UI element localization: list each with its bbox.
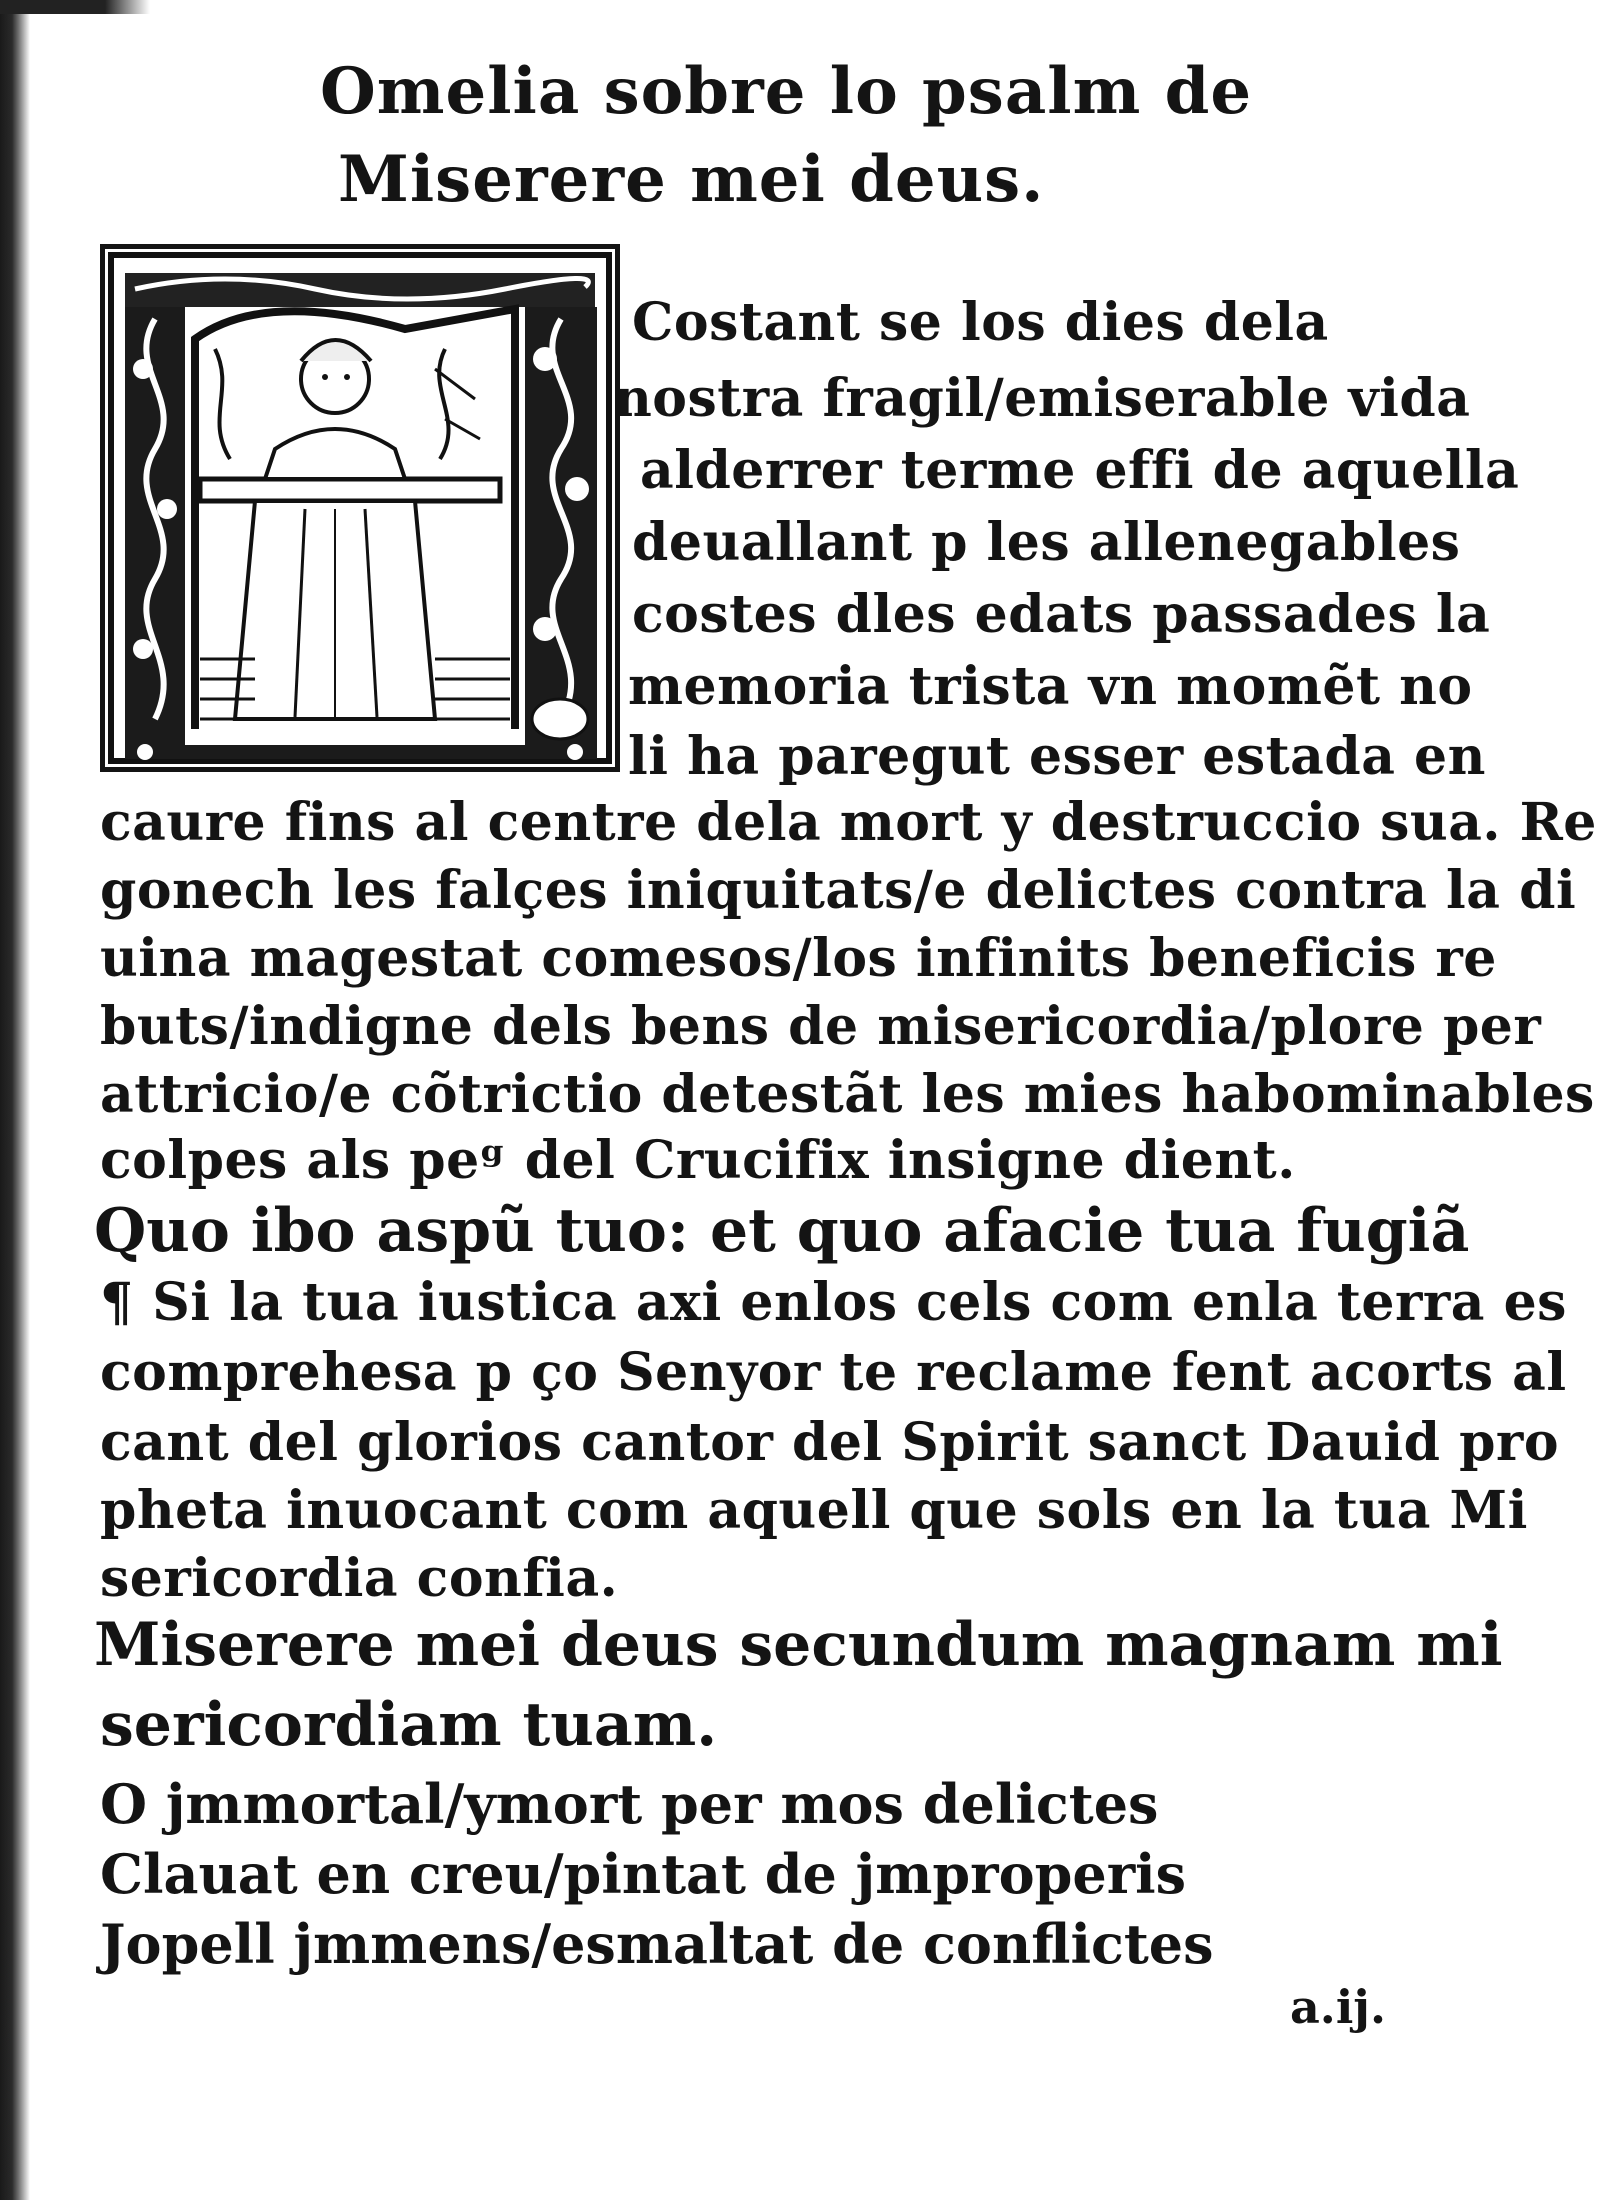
- paragraph1-line-7: li ha paregut esser estada en: [628, 726, 1486, 787]
- scan-corner-mark: [0, 0, 150, 14]
- paragraph1-line-12: attricio/e cõtrictio detestãt les mies habominables: [100, 1064, 1595, 1125]
- paragraph1-line-10: uina magestat comesos/los infinits beneficis re: [100, 928, 1497, 989]
- folio-signature: a.ij.: [1290, 1980, 1386, 2034]
- verse-line-1: O jmmortal/ymort per mos delictes: [100, 1772, 1159, 1836]
- paragraph2-line-4: pheta inuocant com aquell que sols en la tua Mi: [100, 1480, 1528, 1541]
- paragraph2-line-1: ¶ Si la tua iustica axi enlos cels com enla terra es: [100, 1272, 1567, 1333]
- verse-line-2: Clauat en creu/pintat de jmproperis: [100, 1842, 1187, 1906]
- woodcut-initial-figure-icon: [105, 249, 615, 767]
- verse-line-3: Jopell jmmens/esmaltat de conflictes: [100, 1912, 1214, 1976]
- paragraph1-line-9: gonech les falçes iniquitats/e delictes contra la di: [100, 860, 1577, 921]
- paragraph2-line-2: comprehesa p ço Senyor te reclame fent acorts al: [100, 1342, 1567, 1403]
- latin-quote-1: Quo ibo aspũ tuo: et quo afacie tua fugiã: [94, 1196, 1470, 1266]
- latin-quote-2-line-1: Miserere mei deus secundum magnam mi: [94, 1610, 1503, 1680]
- paragraph1-line-11: buts/indigne dels bens de misericordia/plore per: [100, 996, 1542, 1057]
- paragraph1-line-6: memoria trista vn momẽt no: [628, 656, 1473, 717]
- paragraph1-line-8: caure fins al centre dela mort y destruccio sua. Re: [100, 792, 1597, 853]
- page-binding-edge: [0, 0, 30, 2200]
- paragraph1-line-2: nostra fragil/emiserable vida: [614, 368, 1471, 429]
- heading-line-1: Omelia sobre lo psalm de: [320, 54, 1253, 129]
- paragraph2-line-5: sericordia confia.: [100, 1548, 619, 1609]
- paragraph1-line-5: costes dles edats passades la: [632, 584, 1491, 645]
- paragraph2-line-3: cant del glorios cantor del Spirit sanct Dauid pro: [100, 1412, 1560, 1473]
- woodcut-initial: [100, 244, 620, 772]
- heading-line-2: Miserere mei deus.: [338, 142, 1045, 217]
- paragraph1-line-4: deuallant p les allenegables: [632, 512, 1461, 573]
- paragraph1-line-3: alderrer terme effi de aquella: [640, 440, 1520, 501]
- latin-quote-2-line-2: sericordiam tuam.: [100, 1690, 718, 1760]
- paragraph1-line-1: Costant se los dies dela: [632, 292, 1329, 353]
- paragraph1-line-13: colpes als peᵍ del Crucifix insigne dient.: [100, 1130, 1296, 1191]
